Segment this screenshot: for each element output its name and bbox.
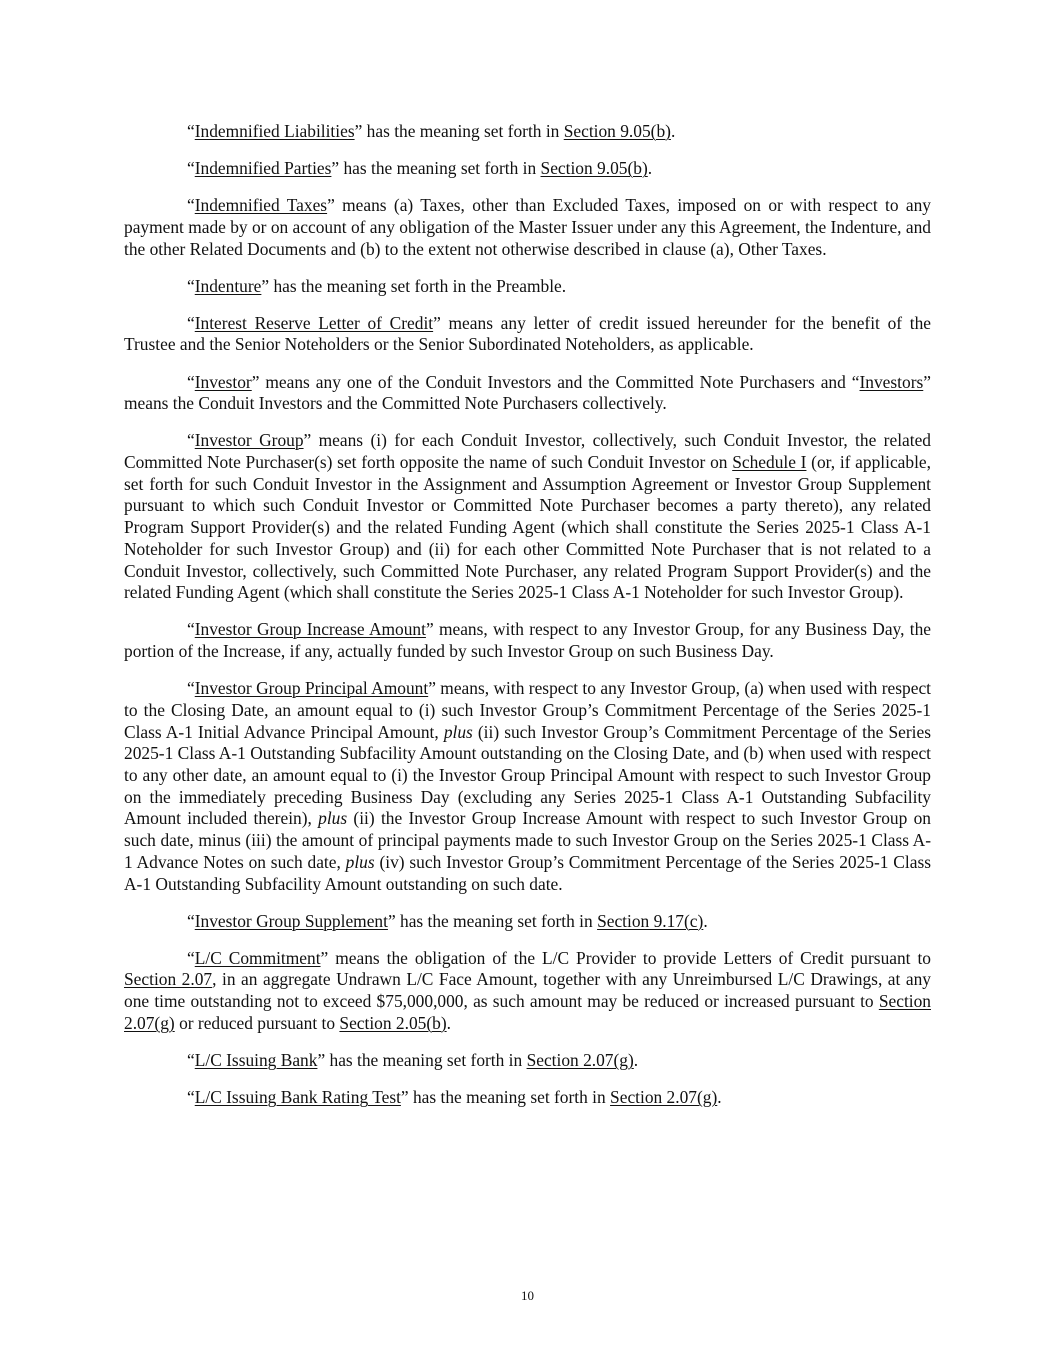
underlined-term: Section 2.07(g) (610, 1087, 718, 1107)
definition-indenture (124, 276, 931, 298)
underlined-term: Schedule I (732, 452, 807, 473)
underlined-term: Section 2.07 (124, 969, 213, 990)
definition-text: “ (187, 430, 195, 451)
underlined-term: Investor Group (194, 430, 304, 451)
definition-text: “ (187, 619, 195, 640)
italic-term: plus (345, 851, 375, 872)
underlined-term: L/C Issuing Bank (194, 1049, 318, 1070)
definition-text: . (670, 121, 676, 141)
underlined-term: Section 9.05(b) (540, 158, 648, 179)
definition-text: or reduced pursuant to (174, 1012, 340, 1033)
definition-investor-group-increase-amount (124, 619, 931, 662)
italic-term: plus (443, 721, 473, 742)
definition-text: . (647, 158, 653, 179)
definition-text: . (633, 1049, 639, 1070)
definition-text: “ (187, 312, 195, 333)
definition-investor (124, 372, 931, 415)
definition-text: ” means any one of the Conduit Investors and the Committed Note Purchasers and “ (251, 371, 860, 392)
underlined-term: Indemnified Parties (194, 158, 332, 179)
definition-text: ” means any letter of credit issued hereunder for the benefit of the Trustee and the Senior Noteholders or the Senior Subordinated Noteholders, as applicable. (124, 312, 931, 355)
definition-indemnified-parties (124, 158, 931, 180)
definition-text: (iv) such Investor Group’s Commitment Percentage of the Series 2025-1 Class A-1 Outstanding Subfacility Amount outstanding on such date. (124, 851, 931, 894)
page-number: 10 (521, 1288, 534, 1303)
definition-interest-reserve-letter-of-credit (124, 313, 931, 356)
definition-lc-commitment (124, 948, 931, 1035)
definition-text: “ (187, 1049, 195, 1070)
definition-text: ” means, with respect to any Investor Group, (a) when used with respect to the Closing Date, an amount equal to (i) such Investor Group’s Commitment Percentage of the Series 2025-1 Class A-1 Initial Advance Principal Amount, (124, 678, 932, 742)
definition-text: ” has the meaning set forth in (387, 910, 598, 931)
definition-text: ” has the meaning set forth in (400, 1087, 611, 1107)
definition-text: ” has the meaning set forth in (354, 121, 564, 141)
underlined-term: Investor Group Increase Amount (194, 619, 426, 640)
underlined-term: Section 2.07(g) (124, 991, 931, 1033)
definition-text: . (703, 910, 708, 931)
definition-text: “ (187, 195, 195, 216)
document-body (124, 121, 931, 1124)
definition-text: ” means the Conduit Investors and the Committed Note Purchasers collectively. (124, 371, 931, 414)
definition-investor-group-supplement (124, 911, 931, 933)
underlined-term: Section 9.17(c) (597, 910, 704, 931)
definition-text: “ (187, 678, 195, 699)
definition-text: “ (187, 947, 195, 968)
underlined-term: Investor Group Principal Amount (194, 678, 429, 699)
underlined-term: Investor (194, 371, 252, 392)
definition-text: “ (187, 158, 195, 179)
definition-text: . (446, 1012, 451, 1033)
underlined-term: Indenture (194, 275, 262, 296)
definition-text: (or, if applicable, set forth for such Conduit Investor in the Assignment and Assumption Agreement or Investor Group Supplement pursuant to which such Conduit Investor or Committed Note Purchaser becomes a party thereto), any related Program Support Provider(s) and the related Funding Agent (which shall constitute the Series 2025-1 Class A-1 Noteholder for such Investor Group) and (ii) for each other Committed Note Purchaser that is not related to a Conduit Investor, collectively, such Committed Note Purchaser, any related Program Support Provider(s) and the related Funding Agent (which shall constitute the Series 2025-1 Class A-1 Noteholder for such Investor Group). (124, 452, 931, 603)
underlined-term: L/C Issuing Bank Rating Test (194, 1087, 401, 1107)
underlined-term: Indemnified Taxes (194, 195, 328, 216)
underlined-term: Section 2.07(g) (526, 1049, 634, 1070)
definition-text: “ (187, 1087, 195, 1107)
definition-text: ” means, with respect to any Investor Group, for any Business Day, the portion of the Increase, if any, actually funded by such Investor Group on such Business Day. (124, 619, 931, 662)
definition-text: ” has the meaning set forth in the Preamble. (261, 275, 567, 296)
definition-indemnified-liabilities (124, 121, 931, 143)
definition-text: “ (187, 371, 195, 392)
underlined-term: Section 9.05(b) (563, 121, 671, 141)
underlined-term: L/C Commitment (194, 947, 321, 968)
underlined-term: Investor Group Supplement (194, 910, 388, 931)
definition-lc-issuing-bank (124, 1050, 931, 1072)
definition-text: (ii) such Investor Group’s Commitment Percentage of the Series 2025-1 Class A-1 Outstanding Subfacility Amount outstanding on the Closing Date, and (b) when used with respect to any other date, an amount equal to (i) the Investor Group Principal Amount with respect to such Investor Group on the immediately preceding Business Day (excluding any Series 2025-1 Class A-1 Outstanding Subfacility Amount included therein), (124, 721, 931, 829)
definition-text: “ (187, 121, 195, 141)
definition-text: ” means the obligation of the L/C Provider to provide Letters of Credit pursuant to (320, 947, 932, 968)
underlined-term: Interest Reserve Letter of Credit (194, 312, 434, 333)
definition-text: “ (187, 910, 195, 931)
definition-investor-group-principal-amount (124, 678, 931, 895)
definition-text: ” means (i) for each Conduit Investor, collectively, such Conduit Investor, the related Committed Note Purchaser(s) set forth opposite the name of such Conduit Investor on (124, 430, 931, 473)
underlined-term: Investors (859, 371, 924, 392)
underlined-term: Section 2.05(b) (339, 1012, 447, 1033)
definition-text: (ii) the Investor Group Increase Amount with respect to such Investor Group on such date, minus (iii) the amount of principal payments made to such Investor Group on the Series 2025-1 Class A-1 Advance Notes on such date, (124, 808, 931, 872)
definition-text: ” means (a) Taxes, other than Excluded Taxes, imposed on or with respect to any payment made by or on account of any obligation of the Master Issuer under any this Agreement, the Indenture, and the other Related Documents and (b) to the extent not otherwise described in clause (a), Other Taxes. (124, 195, 931, 259)
definition-text: . (717, 1087, 722, 1107)
italic-term: plus (318, 808, 348, 829)
definition-indemnified-taxes (124, 195, 931, 260)
underlined-term: Indemnified Liabilities (194, 121, 355, 141)
definition-text: ” has the meaning set forth in (317, 1049, 527, 1070)
definition-investor-group (124, 430, 931, 604)
definition-text: ” has the meaning set forth in (331, 158, 541, 179)
definition-text: , in an aggregate Undrawn L/C Face Amount, together with any Unreimbursed L/C Drawings, at any one time outstanding not to exceed $75,000,000, as such amount may be reduced or increased pursuant to (124, 969, 931, 1012)
definition-text: “ (187, 275, 195, 296)
definition-lc-issuing-bank-rating-test (124, 1087, 931, 1109)
